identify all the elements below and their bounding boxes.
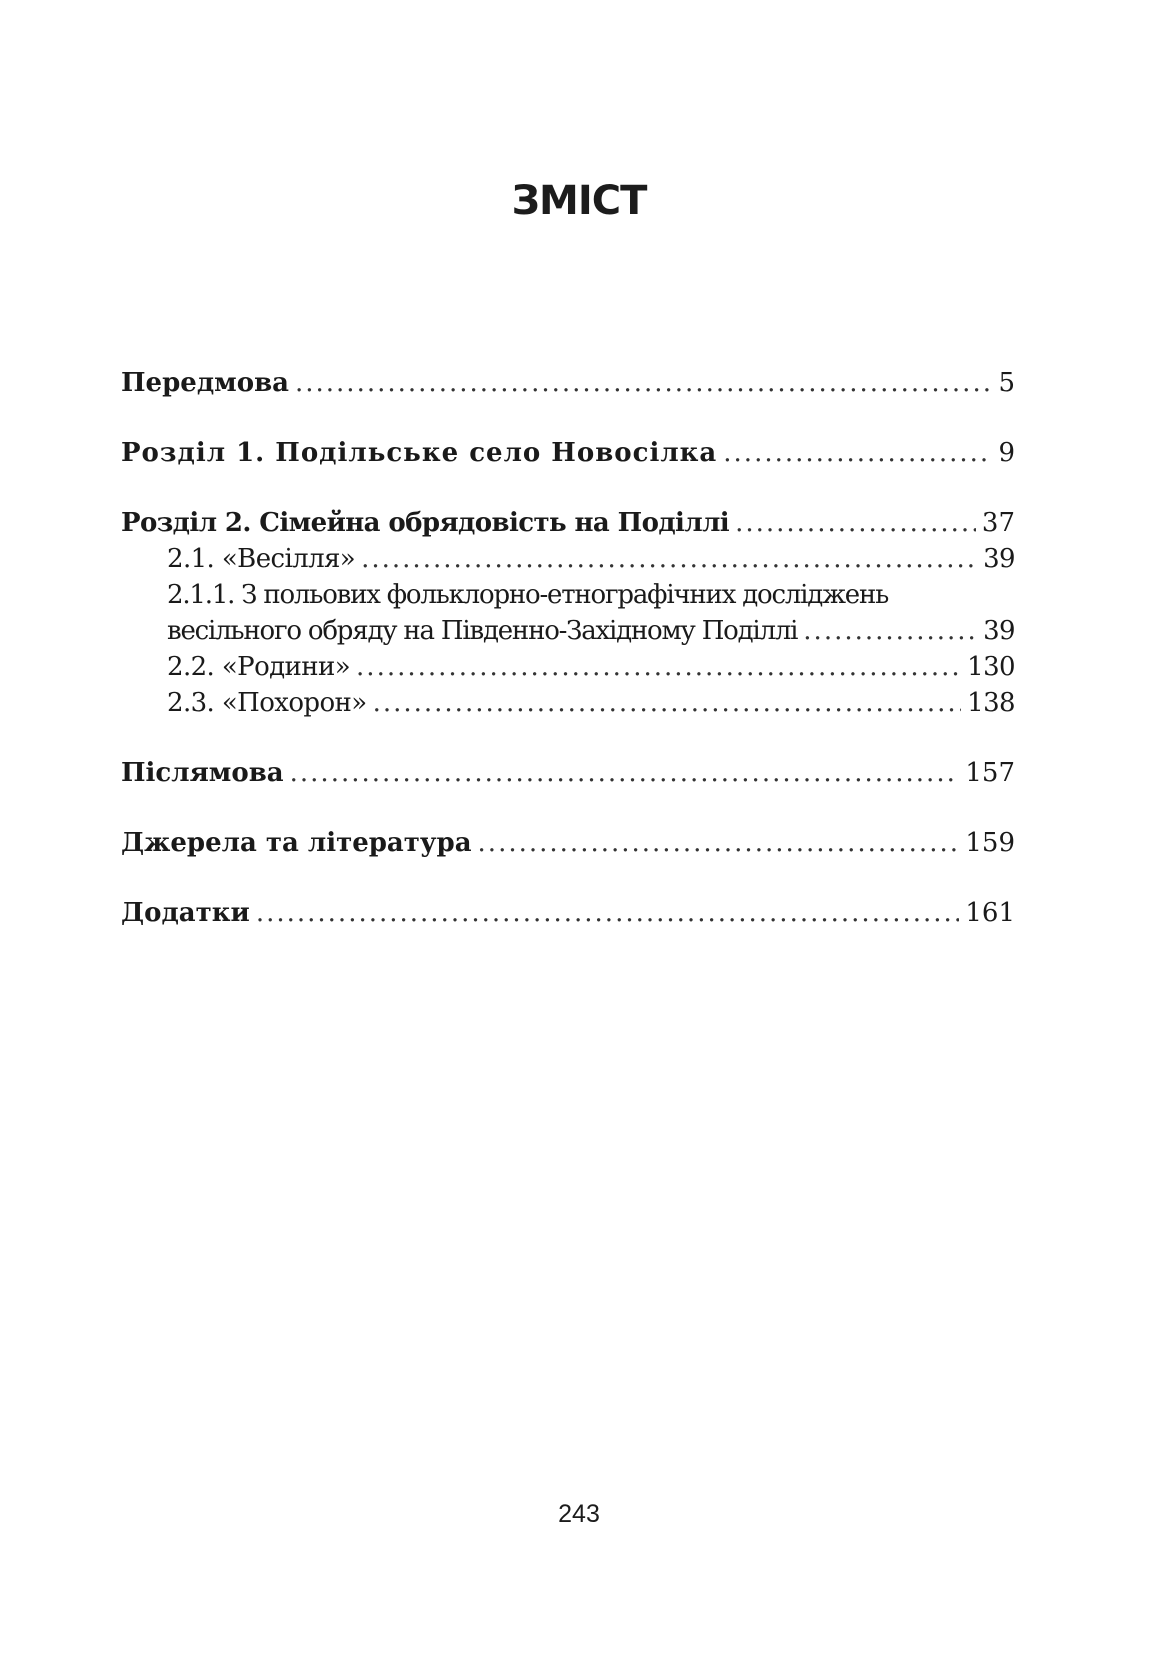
toc-entry-label: 2.3. «Похорон»: [167, 688, 367, 718]
dot-leader: [361, 541, 977, 577]
toc-entry-label: Розділ 1. Подільське село Новосілка: [121, 438, 718, 468]
dot-leader: [478, 825, 960, 861]
toc-entry-page: 161: [965, 898, 1015, 928]
dot-leader: [295, 365, 992, 401]
toc-entry-label: Передмова: [121, 368, 289, 398]
toc-entry-label: Джерела та література: [121, 828, 472, 858]
toc-entry-section-2-3[interactable]: [121, 685, 1015, 721]
dot-leader: [735, 505, 976, 541]
page-title: ЗМІСТ: [511, 178, 647, 224]
toc-entry-label: 2.2. «Родини»: [167, 652, 351, 682]
toc-entry-label: Післямова: [121, 758, 284, 788]
toc-entry-preface[interactable]: [121, 365, 1015, 401]
toc-entry-page: 138: [967, 688, 1015, 718]
dot-leader: [373, 685, 962, 721]
toc-entry-label: Розділ 2. Сімейна обрядовість на Поділлі: [121, 508, 730, 538]
toc-entry-section-2-2[interactable]: [121, 649, 1015, 685]
toc-entry-page: 9: [998, 438, 1015, 468]
toc-entry-label: 2.1. «Весілля»: [167, 544, 356, 574]
dot-leader: [723, 435, 992, 471]
toc-entry-label: весільного обряду на Південно-Західному Поділлі: [167, 616, 798, 646]
toc-entry-page: 157: [965, 758, 1015, 788]
toc-entry-page: 130: [967, 652, 1015, 682]
dot-leader: [356, 649, 961, 685]
toc-entry-appendices[interactable]: [121, 895, 1015, 931]
toc-entry-afterword[interactable]: [121, 755, 1015, 791]
toc-entry-page: 5: [998, 368, 1015, 398]
toc-entry-section-2-1[interactable]: [121, 541, 1015, 577]
dot-leader: [256, 895, 960, 931]
toc-entry-chapter-2[interactable]: [121, 505, 1015, 541]
toc-entry-label: Додатки: [121, 898, 250, 928]
page-number: 243: [558, 1500, 600, 1528]
dot-leader: [290, 755, 960, 791]
toc-entry-page: 39: [983, 616, 1015, 646]
toc-entry-chapter-1[interactable]: [121, 435, 1015, 471]
toc-entry-page: 159: [965, 828, 1015, 858]
toc-entry-page: 37: [981, 508, 1015, 538]
toc-entry-section-2-1-1-line1[interactable]: [121, 577, 1015, 613]
toc-entry-page: 39: [983, 544, 1015, 574]
toc-entry-section-2-1-1[interactable]: [121, 613, 1015, 649]
toc-entry-label: 2.1.1. З польових фольклорно-етнографічних досліджень: [167, 580, 889, 610]
table-of-contents: [121, 365, 1015, 931]
dot-leader: [803, 613, 977, 649]
toc-entry-sources[interactable]: [121, 825, 1015, 861]
